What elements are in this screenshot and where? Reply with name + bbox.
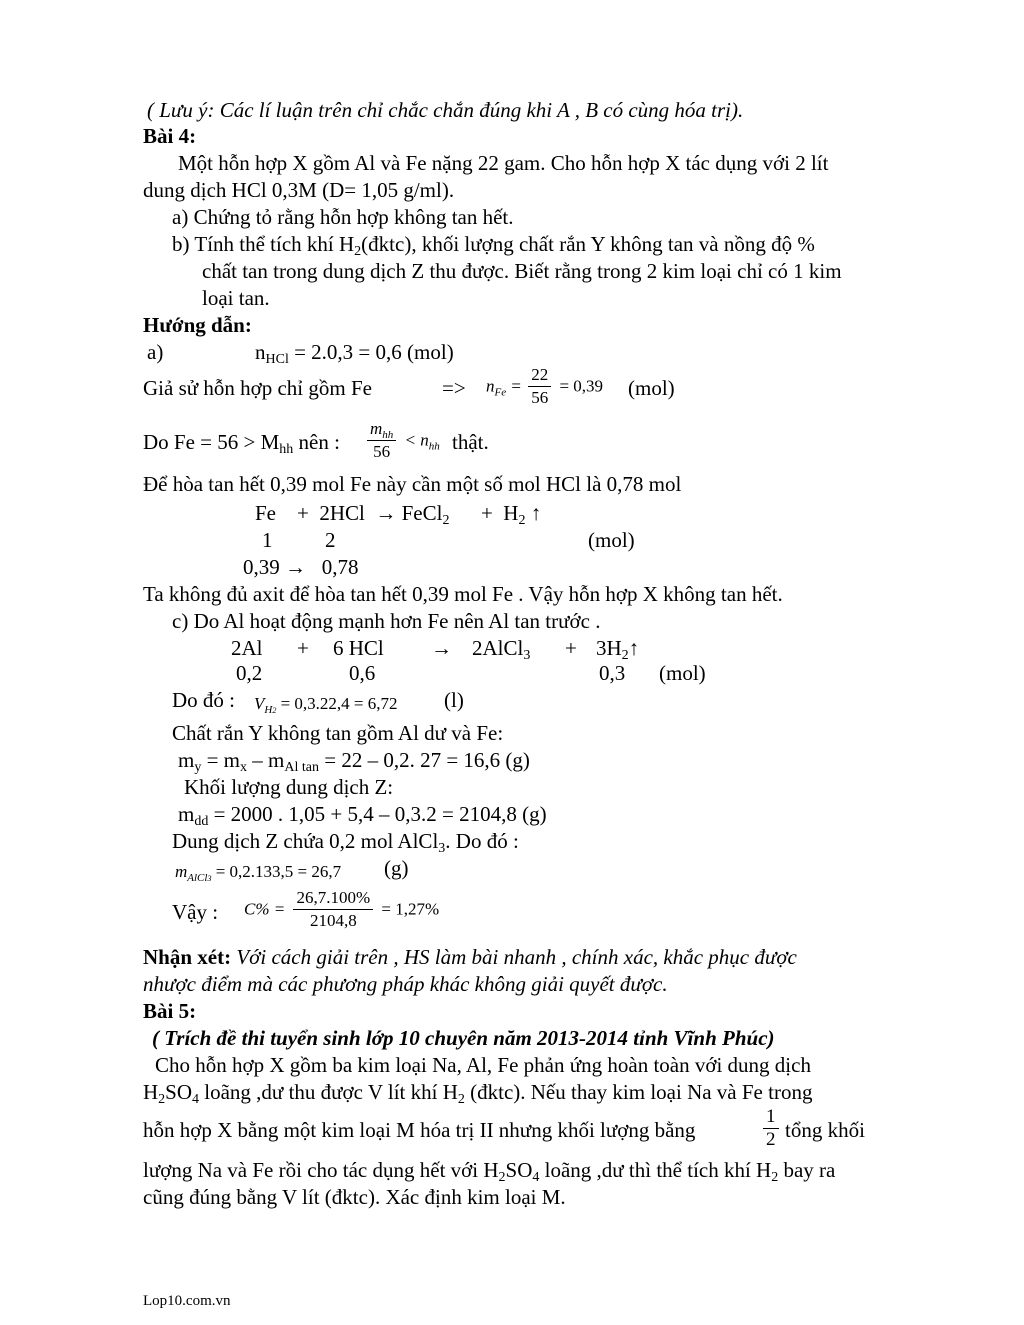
eq2-plus-1: + <box>297 636 309 660</box>
my-equation: $m_y = m_x - m_{Al tan} = 22 - 0,2$. 27 = 16,6 (g) <box>178 748 530 775</box>
n-fe-fraction: $\frac{22}{56}$ <box>528 364 551 409</box>
eq2-al: 2Al <box>231 636 263 660</box>
mol-unit: (mol) <box>628 376 675 400</box>
bai5-paragraph-5: cũng đúng bằng V lít (đktc). Xác định kim loại M. <box>143 1185 566 1209</box>
equation-fe-ratio: 1 2 <box>262 528 336 552</box>
c-percent-fraction: $\frac{26,7.100\%}{2104,8}$ <box>293 887 373 932</box>
bai5-paragraph-2: $H_2SO_4$ loãng ,dư thu được V lít khí $H_2$ (đktc). Nếu thay kim loại Na và Fe trong <box>143 1080 813 1107</box>
eq2-amount-hcl: 0,6 <box>349 661 376 685</box>
vay-label: Vậy : <box>172 900 219 924</box>
equation-fe-amount: 0,39 → 0,78 <box>243 555 359 579</box>
implies-arrow: => <box>442 376 466 400</box>
remark-line-2: nhược điểm mà các phương pháp khác không giải quyết được. <box>143 972 668 996</box>
solid-y-text: Chất rắn Y không tan gồm Al dư và Fe: <box>172 721 504 745</box>
m-alcl3-unit: (g) <box>384 856 409 880</box>
half-fraction: $\frac{1}{2}$ <box>760 1106 782 1151</box>
bai4-paragraph-2: dung dịch HCl 0,3M (D= 1,05 g/ml). <box>143 178 455 202</box>
eq2-amount-h2: 0,3 <box>599 661 626 685</box>
eq2-plus-2: + <box>565 636 577 660</box>
bai5-heading: Bài 5: <box>143 999 197 1023</box>
mhh-fraction: $\frac{m_{hh}}{56}$ <box>367 418 396 463</box>
note-text: ( Lưu ý: Các lí luận trên chỉ chắc chắn đúng khi A , B có cùng hóa trị). <box>147 98 744 122</box>
eq2-amount-al: 0,2 <box>236 661 263 685</box>
n-hcl-line: $n_{HCl} = 2.0,3 = 0,6$ (mol) <box>255 340 454 367</box>
m-alcl3-formula: mAlCl3 = 0,2.133,5 = 26,7 <box>175 862 342 884</box>
assume-fe-text: Giả sử hỗn hợp chỉ gồm Fe <box>143 376 372 400</box>
footer-site: Lop10.com.vn <box>143 1293 231 1309</box>
eq2-hcl: 6 HCl <box>333 636 384 660</box>
bai5-paragraph-3: hỗn hợp X bằng một kim loại M hóa trị II nhưng khối lượng bằng <box>143 1118 696 1142</box>
bai5-paragraph-4: lượng Na và Fe rồi cho tác dụng hết với $H_2SO_4$ loãng ,dư thì thể tích khí $H_2$ bay ra <box>143 1158 836 1185</box>
that-text: thật. <box>452 430 489 454</box>
bai4-question-b-line1: b) Tính thể tích khí $H_2(đktc)$, khối lượng chất rắn Y không tan và nồng độ % <box>172 232 815 259</box>
bai5-paragraph-3-end: tổng khối <box>785 1118 865 1142</box>
guide-heading: Hướng dẫn: <box>143 313 252 337</box>
mhh-comparison: $\frac{m_{hh}}{56}$ < nhh <box>364 418 440 463</box>
v-h2-formula: VH2 = 0,3.22,4 = 6,72 <box>254 694 398 716</box>
bai4-paragraph-1: Một hỗn hợp X gồm Al và Fe nặng 22 gam. Cho hỗn hợp X tác dụng với 2 lít <box>178 151 829 175</box>
eq2-alcl3: 2AlCl$_3$ <box>472 636 531 663</box>
bai4-question-b-line3: loại tan. <box>202 286 270 310</box>
equation-fe-hcl: Fe + 2HCl → FeCl$_2$ + $H_2$ ↑ <box>255 501 542 528</box>
mdd-equation: $m_{dd} = 2000$ . 1,05 + 5,4 – 0,3.2 = 2104,8 (g) <box>178 802 547 829</box>
guide-c-line: c) Do Al hoạt động mạnh hơn Fe nên Al tan trước . <box>172 609 601 633</box>
bai4-heading: Bài 4: <box>143 124 197 148</box>
eq2-arrow: → <box>431 636 452 660</box>
z-contains-text: Dung dịch Z chứa 0,2 mol AlCl$_3$. Do đó : <box>172 829 519 856</box>
c-percent-formula: C% = $\frac{26,7.100\%}{2104,8}$ = 1,27% <box>244 888 440 930</box>
eq2-h2: $3H_2↑$ <box>596 636 640 663</box>
not-enough-text: Ta không đủ axit để hòa tan hết 0,39 mol Fe . Vậy hỗn hợp X không tan hết. <box>143 582 783 606</box>
v-h2-unit: (l) <box>444 688 464 712</box>
remark-line-1: Nhận xét: Với cách giải trên , HS làm bài nhanh , chính xác, khắc phục được <box>143 945 797 969</box>
bai4-question-b-line2: chất tan trong dung dịch Z thu được. Biết rằng trong 2 kim loại chỉ có 1 kim <box>202 259 842 283</box>
bai5-paragraph-1: Cho hỗn hợp X gồm ba kim loại Na, Al, Fe phản ứng hoàn toàn với dung dịch <box>155 1053 811 1077</box>
do-do-label: Do đó : <box>172 688 235 712</box>
eq2-mol-unit: (mol) <box>659 661 706 685</box>
mass-z-text: Khối lượng dung dịch Z: <box>184 775 394 799</box>
do-fe-text: Do $Fe = 56 > M_{hh}$ nên : <box>143 430 340 457</box>
bai4-question-a: a) Chứng tỏ rằng hỗn hợp không tan hết. <box>172 205 514 229</box>
guide-a-label: a) <box>147 340 164 364</box>
equation-fe-mol: (mol) <box>588 528 635 552</box>
n-fe-formula: nFe = $\frac{22}{56}$ = 0,39 <box>486 365 604 407</box>
bai5-source: ( Trích đề thi tuyển sinh lớp 10 chuyên năm 2013-2014 tỉnh Vĩnh Phúc) <box>152 1026 775 1050</box>
dissolve-text: Để hòa tan hết 0,39 mol Fe này cần một số mol HCl là 0,78 mol <box>143 472 682 496</box>
